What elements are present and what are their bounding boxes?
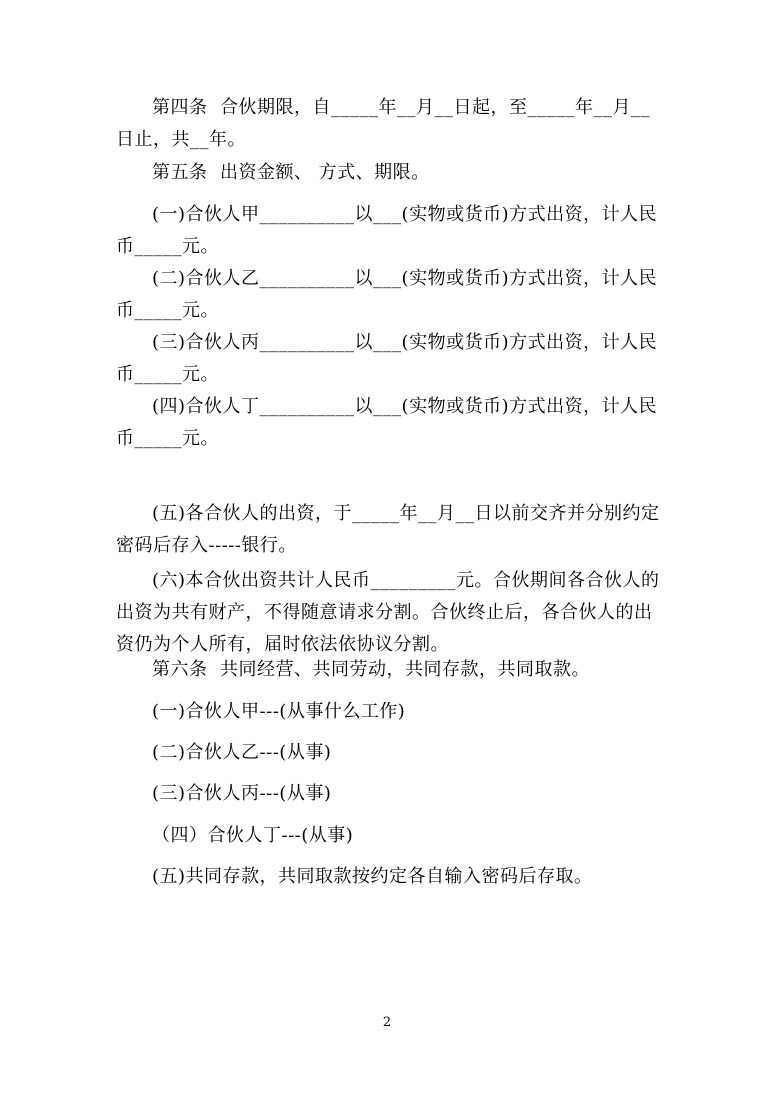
work-partner-b: (二)合伙人乙---(从事)	[152, 742, 332, 763]
article-4-term: 第四条 合伙期限，自_____年__月__日起，至_____年__月__日止，共__年。	[116, 97, 650, 150]
contribution-partner-b: (二)合伙人乙__________以___(实物或货币)方式出资，计人民币_____元。	[116, 268, 658, 321]
article-5-heading: 第五条 出资金额、 方式、期限。	[152, 162, 430, 183]
work-partner-d: （四）合伙人丁---(从事)	[152, 825, 354, 846]
joint-deposit-withdrawal: (五)共同存款，共同取款按约定各自输入密码后存取。	[152, 866, 593, 887]
work-partner-a: (一)合伙人甲---(从事什么工作)	[152, 701, 406, 722]
contribution-partner-d: (四)合伙人丁__________以___(实物或货币)方式出资，计人民币_____元。	[116, 396, 658, 449]
contribution-partner-a: (一)合伙人甲__________以___(实物或货币)方式出资，计人民币_____元。	[116, 204, 658, 257]
page-number: 2	[382, 1015, 392, 1030]
article-6-heading: 第六条 共同经营、共同劳动，共同存款，共同取款。	[152, 659, 590, 680]
contribution-partner-c: (三)合伙人丙__________以___(实物或货币)方式出资，计人民币_____元。	[116, 332, 658, 385]
contribution-deadline: (五)各合伙人的出资，于_____年__月__日以前交齐并分别约定密码后存入-----银行。	[116, 503, 660, 556]
total-contribution: (六)本合伙出资共计人民币_________元。合伙期间各合伙人的出资为共有财产，不得随意请求分割。合伙终止后，各合伙人的出资仍为个人所有，届时依法依协议分割。	[116, 570, 660, 655]
work-partner-c: (三)合伙人丙---(从事)	[152, 783, 332, 804]
